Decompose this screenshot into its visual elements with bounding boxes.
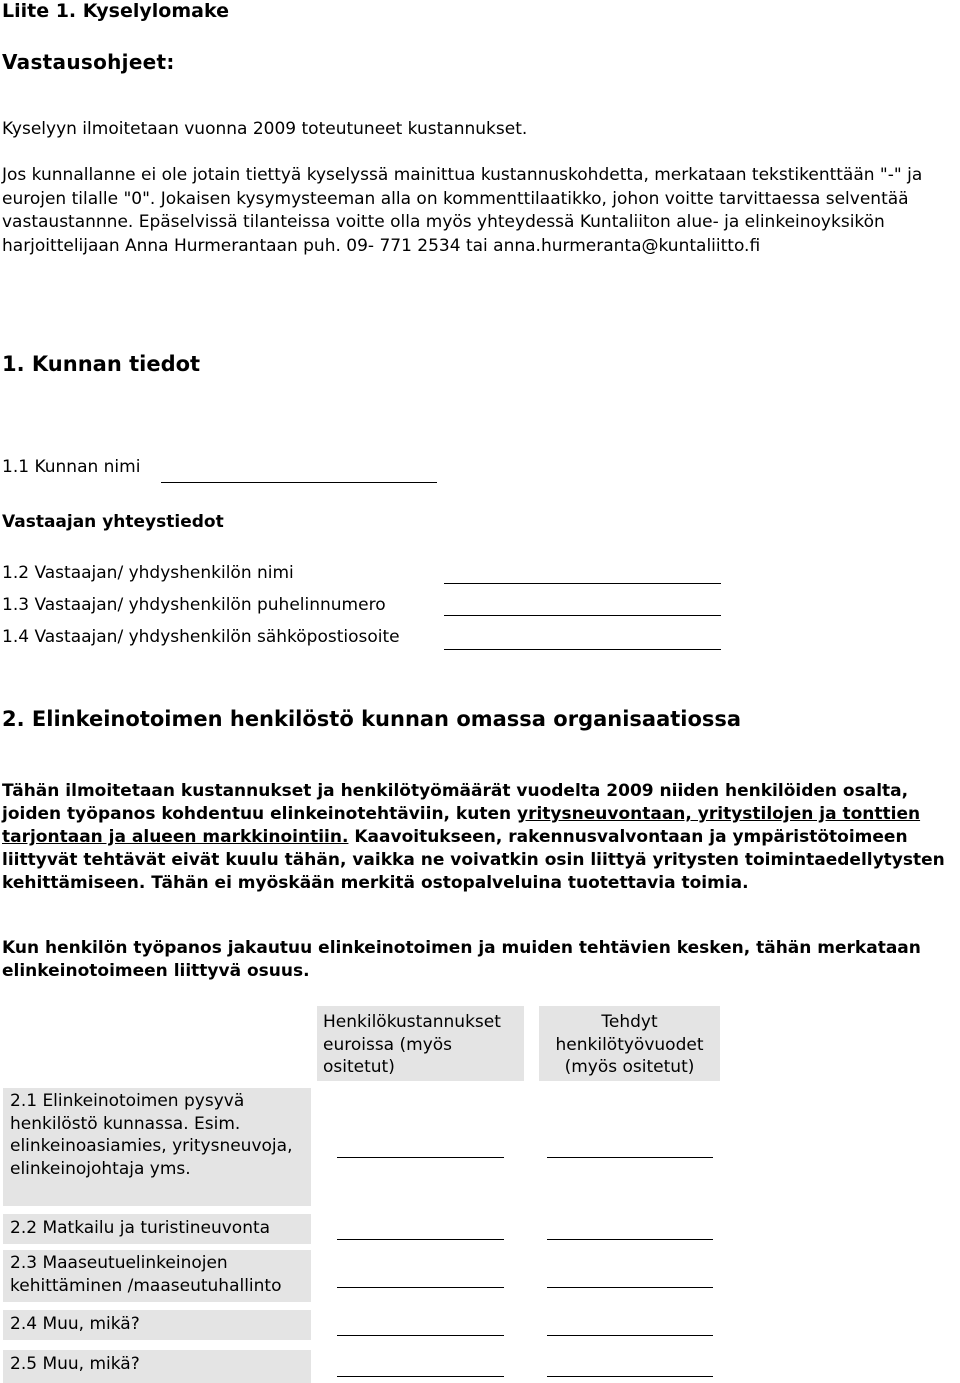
row-label-2-2: 2.2 Matkailu ja turistineuvonta <box>3 1214 311 1244</box>
q3-answer-field[interactable] <box>444 615 721 616</box>
row-label-2-1: 2.1 Elinkeinotoimen pysyvä henkilöstö kunnassa. Esim. elinkeinoasiamies, yritysneuvoja, elinkeinojohtaja yms. <box>3 1088 311 1206</box>
document-title: Liite 1. Kyselylomake <box>2 0 229 22</box>
row-label-2-3: 2.3 Maaseutuelinkeinojen kehittäminen /maaseutuhallinto <box>3 1250 311 1302</box>
q4-answer-field[interactable] <box>444 649 721 650</box>
row-2-2-years-field[interactable] <box>547 1239 713 1240</box>
row-2-4-years-field[interactable] <box>547 1335 713 1336</box>
q1-label: 1.1 Kunnan nimi <box>2 457 141 477</box>
section2-title: 2. Elinkeinotoimen henkilöstö kunnan omassa organisaatiossa <box>2 707 742 731</box>
row-2-5-years-field[interactable] <box>547 1376 713 1377</box>
section2-note: Kun henkilön työpanos jakautuu elinkeinotoimen ja muiden tehtävien kesken, tähän merkataan elinkeinotoimeen liittyvä osuus. <box>2 938 921 981</box>
q2-answer-field[interactable] <box>444 583 721 584</box>
q2-label: 1.2 Vastaajan/ yhdyshenkilön nimi <box>2 563 294 583</box>
col-header-person-years: Tehdyt henkilötyövuodet (myös ositetut) <box>539 1006 720 1081</box>
row-2-3-years-field[interactable] <box>547 1287 713 1288</box>
row-2-3-costs-field[interactable] <box>337 1287 504 1288</box>
row-2-2-costs-field[interactable] <box>337 1239 504 1240</box>
intro-line: Kyselyyn ilmoitetaan vuonna 2009 toteutuneet kustannukset. <box>2 119 528 139</box>
q1-answer-field[interactable] <box>161 482 437 483</box>
row-2-1-years-field[interactable] <box>547 1157 713 1158</box>
instructions-heading: Vastausohjeet: <box>2 50 175 74</box>
section2-paragraph: Tähän ilmoitetaan kustannukset ja henkilötyömäärät vuodelta 2009 niiden henkilöiden osalta, joiden työpanos kohdentuu elinkeinotehtäviin, kuten yritysneuvontaan, yritystilojen ja tonttien tarjontaan ja alueen markkinointiin. Kaavoitukseen, rakennusvalvontaan ja ympäristötoimeen liittyvät tehtävät eivät kuulu tähän, vaikka ne voivatkin osin liittyä yritysten toimintaedellytysten kehittämiseen. Tähän ei myöskään merkitä ostopalveluina tuotettavia toimia. <box>2 781 945 893</box>
col-header-costs: Henkilökustannukset euroissa (myös ositetut) <box>317 1006 524 1081</box>
row-2-5-costs-field[interactable] <box>337 1376 504 1377</box>
row-label-2-5: 2.5 Muu, mikä? <box>3 1350 311 1383</box>
row-2-1-costs-field[interactable] <box>337 1157 504 1158</box>
section1-title: 1. Kunnan tiedot <box>2 352 201 376</box>
row-2-4-costs-field[interactable] <box>337 1335 504 1336</box>
q3-label: 1.3 Vastaajan/ yhdyshenkilön puhelinnumero <box>2 595 386 615</box>
q4-label: 1.4 Vastaajan/ yhdyshenkilön sähköpostiosoite <box>2 627 400 647</box>
intro-paragraph: Jos kunnallanne ei ole jotain tiettyä kyselyssä mainittua kustannuskohdetta, merkataan tekstikenttään "-" ja eurojen tilalle "0". Jokaisen kysymysteeman alla on kommenttilaatikko, johon voitte tarvittaessa selventää vastaustannne. Epäselvissä tilanteissa voitte olla myös yhteydessä Kuntaliiton alue- ja elinkeinoyksikön harjoittelijaan Anna Hurmerantaan puh. 09- 771 2534 tai anna.hurmeranta@kuntaliitto.fi <box>2 165 923 256</box>
contact-heading: Vastaajan yhteystiedot <box>2 512 224 532</box>
row-label-2-4: 2.4 Muu, mikä? <box>3 1310 311 1340</box>
